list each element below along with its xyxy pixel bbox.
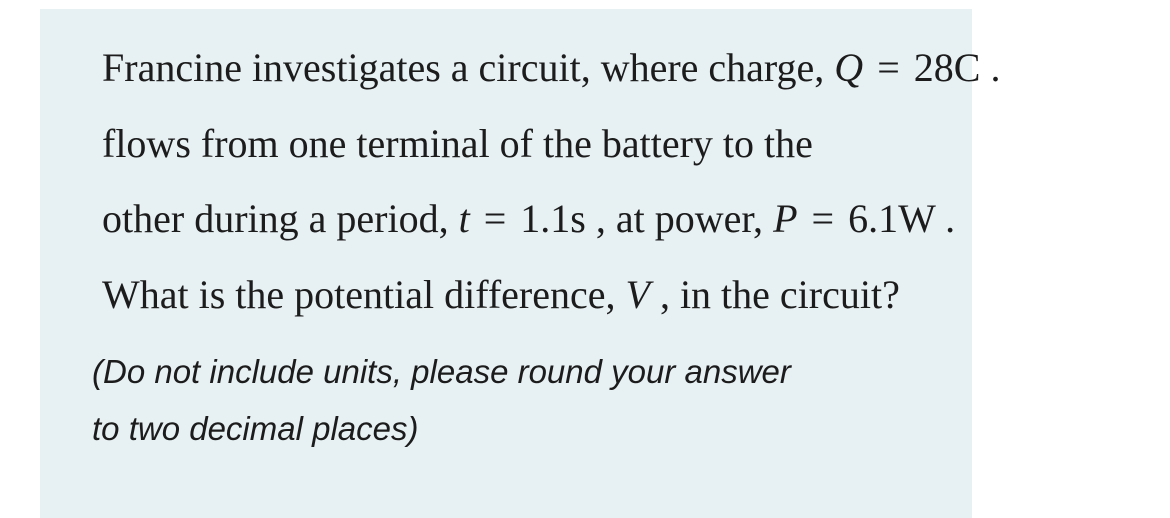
- equals-sign: =: [877, 45, 900, 90]
- instruction-line-1: (Do not include units, please round your answer: [92, 353, 791, 390]
- question-text: , in the circuit?: [649, 272, 900, 317]
- power-value: 6.1W: [848, 196, 936, 241]
- instruction-line-2: to two decimal places): [92, 410, 419, 447]
- equals-sign: =: [483, 196, 507, 241]
- question-text: other during a period,: [102, 196, 459, 241]
- charge-value: 28C: [913, 45, 981, 90]
- power-variable: P: [773, 196, 798, 241]
- charge-variable: Q: [834, 45, 864, 90]
- voltage-variable: V: [625, 272, 650, 317]
- punctuation: .: [980, 45, 1001, 90]
- question-text: Francine investigates a circuit, where charge,: [102, 45, 835, 90]
- question-text: flows from one terminal of the battery to the: [102, 121, 813, 166]
- time-value: 1.1s: [520, 196, 586, 241]
- question-line-2: [102, 121, 813, 166]
- question-line-3: [102, 196, 956, 241]
- question-line-1: [102, 45, 1001, 90]
- question-line-4: [102, 272, 900, 317]
- punctuation: .: [935, 196, 956, 241]
- equals-sign: =: [811, 196, 835, 241]
- question-text: , at power,: [585, 196, 774, 241]
- time-variable: t: [458, 196, 470, 241]
- question-text: What is the potential difference,: [102, 272, 626, 317]
